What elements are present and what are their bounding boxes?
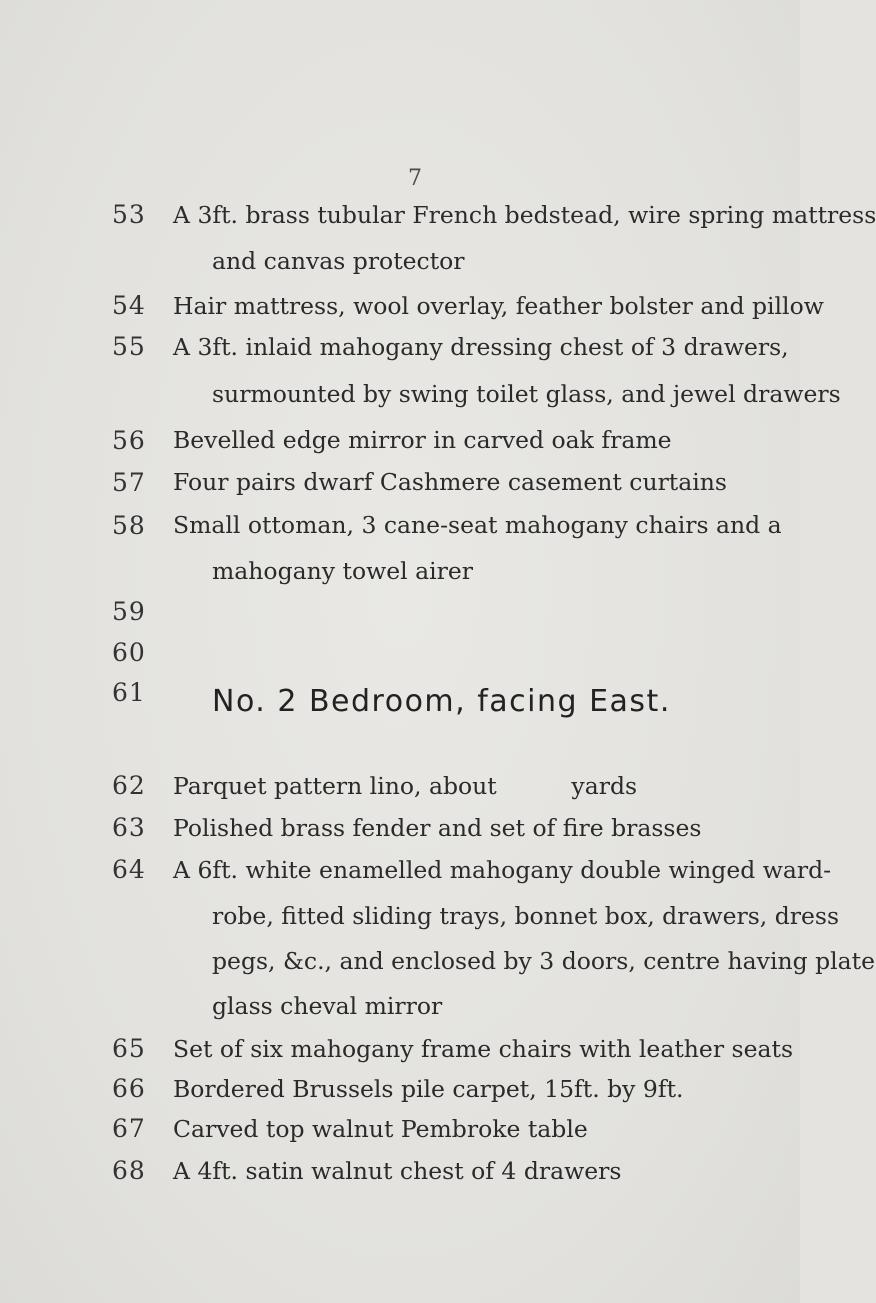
lot-description-line: Four pairs dwarf Cashmere casement curtains	[173, 468, 727, 496]
lot-number: 63	[112, 813, 146, 842]
lot-number: 55	[112, 332, 146, 361]
lot-number: 57	[112, 468, 146, 497]
lot-description-line: A 3ft. inlaid mahogany dressing chest of 3 drawers,	[173, 333, 789, 361]
section-heading: No. 2 Bedroom, facing East.	[212, 684, 671, 719]
lot-description-line: glass cheval mirror	[212, 992, 443, 1020]
lot-description-line: Parquet pattern lino, about yards	[173, 772, 638, 800]
lot-number: 61	[112, 678, 146, 707]
lot-number: 66	[112, 1074, 146, 1103]
lot-description-line: Polished brass fender and set of fire brasses	[173, 814, 702, 842]
lot-description-line: A 4ft. satin walnut chest of 4 drawers	[173, 1157, 622, 1185]
lot-number: 56	[112, 426, 146, 455]
lot-number: 58	[112, 511, 146, 540]
lot-description-line: Bordered Brussels pile carpet, 15ft. by 9ft.	[173, 1075, 684, 1103]
lot-number: 67	[112, 1114, 146, 1143]
lot-number: 65	[112, 1034, 146, 1063]
lot-description-line: Carved top walnut Pembroke table	[173, 1115, 588, 1143]
lot-description-line: A 6ft. white enamelled mahogany double winged ward-	[173, 856, 832, 884]
lot-number: 62	[112, 771, 146, 800]
lot-description-line: Small ottoman, 3 cane-seat mahogany chairs and a	[173, 511, 782, 539]
lot-number: 53	[112, 200, 146, 229]
lot-description-line: Bevelled edge mirror in carved oak frame	[173, 426, 672, 454]
lot-description-line: mahogany towel airer	[212, 557, 474, 585]
lot-number: 59	[112, 597, 146, 626]
lot-number: 68	[112, 1156, 146, 1185]
lot-description-line: surmounted by swing toilet glass, and jewel drawers	[212, 380, 841, 408]
lot-description-line: Set of six mahogany frame chairs with leather seats	[173, 1035, 794, 1063]
lot-description-line: Hair mattress, wool overlay, feather bolster and pillow	[173, 292, 824, 320]
lot-description-line: A 3ft. brass tubular French bedstead, wire spring mattress	[173, 201, 876, 229]
lot-number: 64	[112, 855, 146, 884]
lot-number: 54	[112, 291, 146, 320]
page-number: 7	[408, 166, 422, 191]
lot-description-line: pegs, &c., and enclosed by 3 doors, centre having plate	[212, 947, 876, 975]
lot-description-line: robe, fitted sliding trays, bonnet box, drawers, dress	[212, 902, 840, 930]
lot-description-line: and canvas protector	[212, 247, 465, 275]
lot-number: 60	[112, 638, 146, 667]
